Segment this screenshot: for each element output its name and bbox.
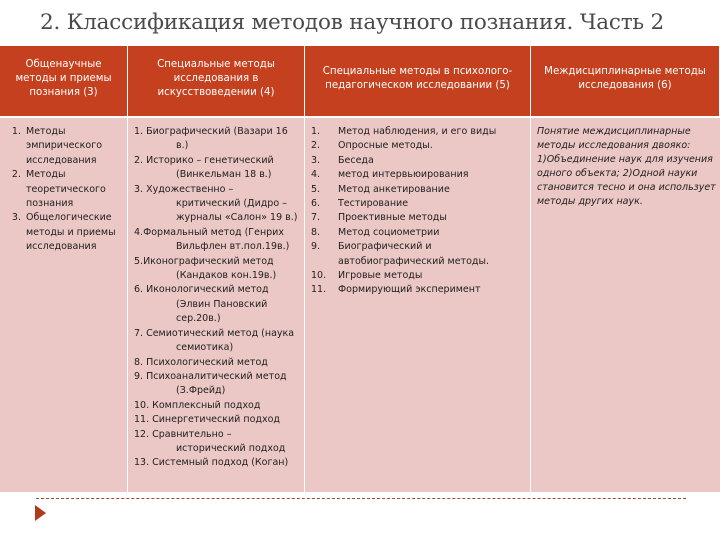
- interdisciplinary-description: Понятие междисциплинарные методы исследования двояко: 1)Объединение наук для изучения одного объекта; 2)Одной науки становится тесно и она использует методы других наук.: [537, 126, 716, 207]
- list-item: [311, 240, 526, 269]
- cell-psych-ped-methods: [305, 118, 531, 492]
- cell-interdisciplinary-methods: [531, 118, 720, 492]
- list-item: 13. Системный подход (Коган): [134, 457, 289, 469]
- list-item: 12. Сравнительно – исторический подход: [134, 428, 286, 454]
- list-item: [311, 125, 526, 139]
- item-text: Метод социометрии: [338, 226, 440, 238]
- list-item: [311, 183, 526, 197]
- item-number: 9.: [311, 241, 321, 253]
- list-item: 3. Художественно – критический (Дидро – журналы «Салон» 19 в.): [134, 183, 298, 224]
- item-number: 5.: [311, 183, 321, 195]
- list-item: 2. Историко – генетический (Винкельман 18 в.): [134, 154, 274, 181]
- list-item: 10. Комплексный подход: [134, 399, 261, 411]
- list-item: 1. Биографический (Вазари 16 в.): [134, 126, 288, 152]
- play-arrow-icon: [35, 505, 46, 521]
- item-number: 4.: [311, 169, 321, 181]
- item-text: Тестирование: [338, 198, 409, 210]
- item-number: 3.: [311, 154, 321, 166]
- list-item: 6. Иконологический метод (Элвин Пановский сер.20в.): [134, 284, 269, 325]
- header-interdisciplinary-methods: Междисциплинарные методы исследования (6): [531, 46, 720, 118]
- slide-title: 2. Классификация методов научного познания. Часть 2: [40, 10, 665, 35]
- item-text: Формирующий эксперимент: [338, 284, 481, 296]
- item-number: 10.: [311, 270, 327, 282]
- list-item: 5.Иконографический метод (Кандаков кон.19в.): [134, 255, 277, 282]
- item-number: 8.: [311, 226, 321, 238]
- list-item: [311, 283, 526, 297]
- item-text: Проективные методы: [338, 212, 447, 224]
- list-item: 2. Методы теоретического познания: [24, 168, 123, 211]
- item-number: 6.: [311, 198, 321, 210]
- item-text: Беседа: [338, 154, 374, 166]
- list-item: 11. Синергетический подход: [134, 414, 280, 426]
- item-number: 2.: [311, 140, 321, 152]
- header-general-methods: Общенаучные методы и приемы познания (3): [0, 46, 128, 118]
- item-text: метод интервьюирования: [338, 169, 469, 181]
- cell-art-methods: [128, 118, 305, 492]
- item-text: Игровые методы: [338, 270, 423, 282]
- item-text: Биографический и автобиографический методы.: [338, 241, 489, 267]
- item-number: 7.: [311, 212, 321, 224]
- list-item: 1. Методы эмпирического исследования: [24, 125, 123, 168]
- item-number: 1.: [311, 126, 321, 137]
- list-item: [311, 269, 526, 283]
- list-item: 4.Формальный метод (Генрих Вильфлен вт.пол.19в.): [134, 226, 290, 253]
- methods-table: [0, 46, 720, 492]
- header-art-methods: Специальные методы исследования в искусствоведении (4): [128, 46, 305, 118]
- list-item: [311, 211, 526, 225]
- dashed-divider: [36, 498, 686, 499]
- item-text: Опросные методы.: [338, 140, 433, 152]
- list-item: [311, 226, 526, 240]
- item-number: 11.: [311, 284, 327, 296]
- list-item: [311, 154, 526, 168]
- header-psych-ped-methods: Специальные методы в психолого-педагогическом исследовании (5): [305, 46, 531, 118]
- list-item: 9. Психоаналитический метод (З.Фрейд): [134, 370, 287, 397]
- item-text: Метод анкетирование: [338, 183, 450, 195]
- list-item: 7. Семиотический метод (наука семиотика): [134, 327, 295, 354]
- cell-general-methods: [0, 118, 128, 492]
- list-item: [311, 197, 526, 211]
- list-item: [311, 139, 526, 153]
- list-item: 3. Общелогические методы и приемы исследования: [24, 211, 123, 254]
- item-text: Метод наблюдения, и его виды: [338, 126, 497, 137]
- list-item: 8. Психологический метод: [134, 356, 268, 368]
- list-item: [311, 168, 526, 182]
